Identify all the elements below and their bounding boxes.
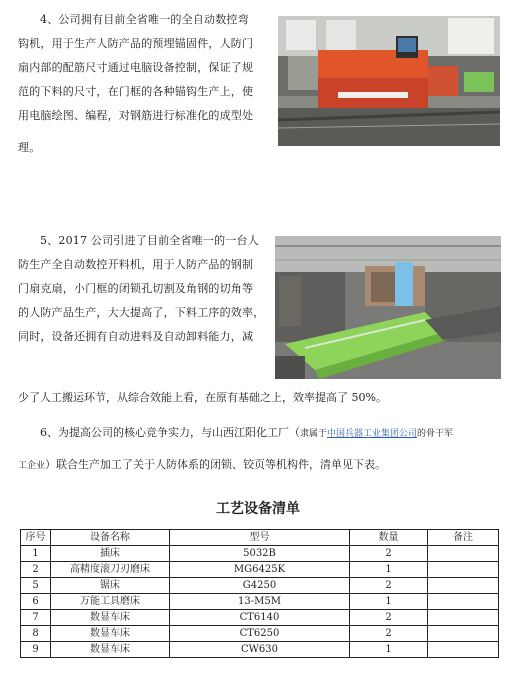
text-line: 用电脑绘图、编程，对钢筋进行标准化的成型处 xyxy=(18,109,254,122)
text-line: 扇内部的配筋尺寸通过电脑设备控制，保证了规 xyxy=(18,61,254,74)
paragraph-bending-machine xyxy=(18,8,253,160)
table-header-cell: 型号 xyxy=(170,530,350,546)
cutting-machine-photo xyxy=(275,236,501,379)
table-header-cell: 序号 xyxy=(21,530,51,546)
table-cell: 数显车床 xyxy=(51,642,170,658)
table-cell xyxy=(428,546,499,562)
paragraph-cutting-machine xyxy=(18,229,264,349)
table-cell xyxy=(428,610,499,626)
table-cell: 5 xyxy=(21,578,51,594)
table-header-cell: 备注 xyxy=(428,530,499,546)
table-cell: 6 xyxy=(21,594,51,610)
table-cell: 2 xyxy=(350,610,428,626)
table-cell: CW630 xyxy=(170,642,350,658)
table-header-cell: 设备名称 xyxy=(51,530,170,546)
table-cell: 高精度滚刀刃磨床 xyxy=(51,562,170,578)
table-cell: 数显车床 xyxy=(51,626,170,642)
table-header-cell: 数量 xyxy=(350,530,428,546)
table-cell: 数显车床 xyxy=(51,610,170,626)
paragraph-cooperation-line1 xyxy=(40,424,453,440)
text-line: 5、2017 公司引进了目前全省唯一的一台人 xyxy=(40,234,259,247)
bending-machine-photo xyxy=(278,16,500,146)
text-line: 防生产全自动数控开料机，用于人防产品的钢制 xyxy=(18,258,254,271)
table-cell: 2 xyxy=(21,562,51,578)
table-cell: 1 xyxy=(350,594,428,610)
table-row xyxy=(21,610,499,626)
text-line: 理。 xyxy=(18,141,41,154)
table-cell: 1 xyxy=(350,642,428,658)
table-cell: 1 xyxy=(350,562,428,578)
table-row xyxy=(21,594,499,610)
table-cell: 插床 xyxy=(51,546,170,562)
text-line: 同时，设备还拥有自动进料及自动卸料能力，减 xyxy=(18,330,254,343)
table-header-row xyxy=(21,530,499,546)
text-line: 门扇克扇，小门框的闭锁孔切割及角钢的切角等 xyxy=(18,282,254,295)
cooperation-lead-text: 6、为提高公司的核心竞争实力，与山西江阳化工厂（ xyxy=(40,426,300,439)
table-row xyxy=(21,642,499,658)
cooperation-tail-text: ）联合生产加工了关于人防体系的闭锁、铰页等机构件，清单见下表。 xyxy=(45,458,387,471)
table-cell xyxy=(428,642,499,658)
table-cell: 2 xyxy=(350,578,428,594)
table-cell: 2 xyxy=(350,546,428,562)
table-row xyxy=(21,578,499,594)
text-line: 钩机，用于生产人防产品的预埋锚固件，人防门 xyxy=(18,37,254,50)
table-cell: 9 xyxy=(21,642,51,658)
table-cell: CT6140 xyxy=(170,610,350,626)
table-body xyxy=(21,546,499,658)
table-cell: 8 xyxy=(21,626,51,642)
paragraph-cooperation-line2 xyxy=(18,456,386,472)
affiliation-suffix: 的骨干军 xyxy=(417,429,454,439)
table-cell: G4250 xyxy=(170,578,350,594)
paragraph-cutting-machine-end: 少了人工搬运环节，从综合效能上看，在原有基础之上，效率提高了 50%。 xyxy=(18,391,387,404)
table-cell xyxy=(428,578,499,594)
table-cell: MG6425K xyxy=(170,562,350,578)
table-cell: 13-M5M xyxy=(170,594,350,610)
table-cell: 1 xyxy=(21,546,51,562)
table-row xyxy=(21,626,499,642)
table-cell: 5032B xyxy=(170,546,350,562)
table-cell: 2 xyxy=(350,626,428,642)
table-cell xyxy=(428,626,499,642)
equipment-table xyxy=(20,529,499,658)
table-cell: 7 xyxy=(21,610,51,626)
text-line: 的人防产品生产，大大提高了，下料工序的效率， xyxy=(18,306,265,319)
equipment-list-title: 工艺设备清单 xyxy=(216,501,300,517)
table-cell: CT6250 xyxy=(170,626,350,642)
table-cell: 万能工具磨床 xyxy=(51,594,170,610)
table-row xyxy=(21,546,499,562)
text-line: 范的下料的尺寸，在门框的各种锚钩生产上，使 xyxy=(18,85,254,98)
affiliation-suffix-cont: 工企业 xyxy=(18,461,46,471)
affiliation-prefix: 隶属于 xyxy=(300,429,328,439)
table-cell xyxy=(428,562,499,578)
group-company-link[interactable]: 中国兵器工业集团公司 xyxy=(327,429,418,439)
text-line: 4、公司拥有目前全省唯一的全自动数控弯 xyxy=(40,13,249,26)
table-row xyxy=(21,562,499,578)
table-cell xyxy=(428,594,499,610)
table-cell: 锯床 xyxy=(51,578,170,594)
